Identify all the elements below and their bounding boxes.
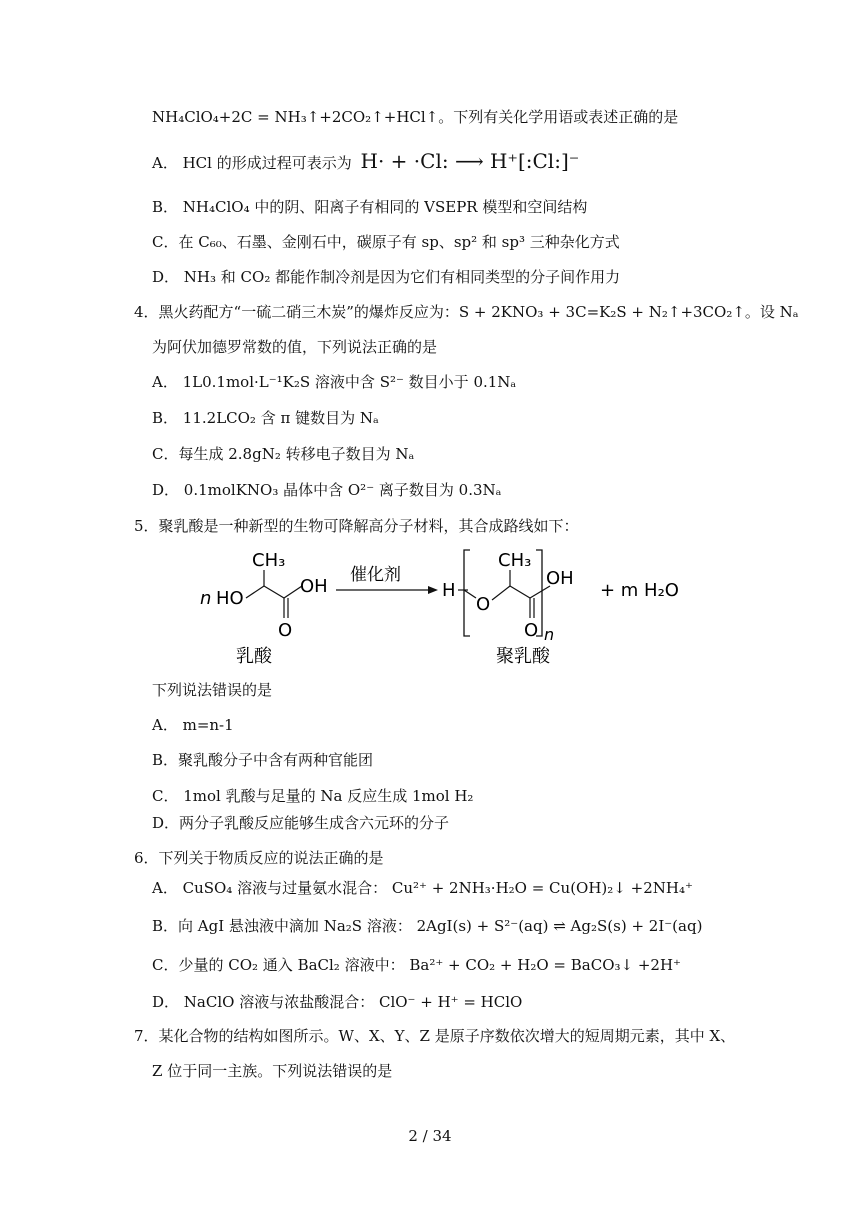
label-polylactic-acid: 聚乳酸	[496, 646, 550, 667]
q3-option-a-formula: H· + ·Cl: ⟶ H⁺[:Cl:]⁻	[360, 149, 580, 173]
bond-line	[510, 586, 530, 598]
q4-option-d: D． 0.1molKNO₃ 晶体中含 O²⁻ 离子数目为 0.3Nₐ	[152, 481, 502, 499]
catalyst-label: 催化剂	[350, 565, 401, 585]
q6-stem: 6．下列关于物质反应的说法正确的是	[134, 849, 384, 867]
q5-stem: 5．聚乳酸是一种新型的生物可降解高分子材料，其合成路线如下：	[134, 517, 579, 535]
q7-stem-line2: Z 位于同一主族。下列说法错误的是	[152, 1062, 393, 1080]
bond-line	[264, 586, 284, 598]
q4-option-b: B． 11.2LCO₂ 含 π 键数目为 Nₐ	[152, 409, 379, 427]
oh-group: OH	[300, 576, 328, 597]
bond-line	[464, 590, 476, 598]
q5-option-d: D．两分子乳酸反应能够生成含六元环的分子	[152, 814, 450, 832]
q4-stem-line2: 为阿伏加德罗常数的值，下列说法正确的是	[152, 338, 438, 356]
q3-option-d: D． NH₃ 和 CO₂ 都能作制冷剂是因为它们有相同类型的分子间作用力	[152, 268, 621, 286]
q5-option-a: A． m=n-1	[152, 716, 234, 734]
ho-group: HO	[216, 588, 244, 609]
q3-option-a-text: A． HCl 的形成过程可表示为	[152, 154, 352, 172]
carbonyl-o: O	[278, 620, 293, 641]
water-product: + m H₂O	[600, 580, 679, 601]
ester-o: O	[476, 594, 491, 615]
q4-option-c: C．每生成 2.8gN₂ 转移电子数目为 Nₐ	[152, 445, 415, 463]
q6-option-b: B．向 AgI 悬浊液中滴加 Na₂S 溶液： 2AgI(s) + S²⁻(aq) ⇌ Ag₂S(s) + 2I⁻(aq)	[152, 917, 703, 935]
bond-line	[492, 586, 510, 600]
q4-stem: 4．黑火药配方“一硫二硝三木炭”的爆炸反应为：S + 2KNO₃ + 3C=K₂S + N₂↑+3CO₂↑。设 Nₐ	[134, 303, 799, 321]
q5-substem: 下列说法错误的是	[152, 681, 273, 699]
q5-option-c: C． 1mol 乳酸与足量的 Na 反应生成 1mol H₂	[152, 787, 474, 805]
repeat-n: n	[544, 625, 555, 644]
q3-option-c: C．在 C₆₀、石墨、金刚石中，碳原子有 sp、sp² 和 sp³ 三种杂化方式	[152, 233, 620, 251]
q6-option-d: D． NaClO 溶液与浓盐酸混合： ClO⁻ + H⁺ = HClO	[152, 993, 523, 1011]
label-lactic-acid: 乳酸	[236, 646, 272, 667]
q7-stem: 7．某化合物的结构如图所示。W、X、Y、Z 是原子序数依次增大的短周期元素，其中 X、	[134, 1027, 736, 1045]
q3-stem-continued: NH₄ClO₄+2C = NH₃↑+2CO₂↑+HCl↑。下列有关化学用语或表述正确的是	[152, 108, 679, 126]
bond-line	[246, 586, 264, 598]
q5-option-b: B．聚乳酸分子中含有两种官能团	[152, 751, 374, 769]
arrow-head	[428, 586, 438, 594]
ch3-group-2: CH₃	[498, 550, 532, 571]
h-end-group: H	[442, 580, 456, 601]
n-coefficient: n	[200, 588, 212, 609]
q4-option-a: A． 1L0.1mol·L⁻¹K₂S 溶液中含 S²⁻ 数目小于 0.1Nₐ	[152, 373, 517, 391]
q6-option-a: A． CuSO₄ 溶液与过量氨水混合： Cu²⁺ + 2NH₃·H₂O = Cu(OH)₂↓ +2NH₄⁺	[152, 879, 693, 897]
ch3-group: CH₃	[252, 550, 286, 571]
q3-option-b: B． NH₄ClO₄ 中的阴、阳离子有相同的 VSEPR 模型和空间结构	[152, 198, 588, 216]
page-number: 2 / 34	[408, 1127, 452, 1145]
carbonyl-o-2: O	[524, 620, 539, 641]
oh-end-group: OH	[546, 568, 574, 589]
q3-option-a	[152, 151, 579, 173]
lactic-acid-polymerization-scheme	[180, 540, 710, 670]
q6-option-c: C．少量的 CO₂ 通入 BaCl₂ 溶液中： Ba²⁺ + CO₂ + H₂O = BaCO₃↓ +2H⁺	[152, 956, 681, 974]
